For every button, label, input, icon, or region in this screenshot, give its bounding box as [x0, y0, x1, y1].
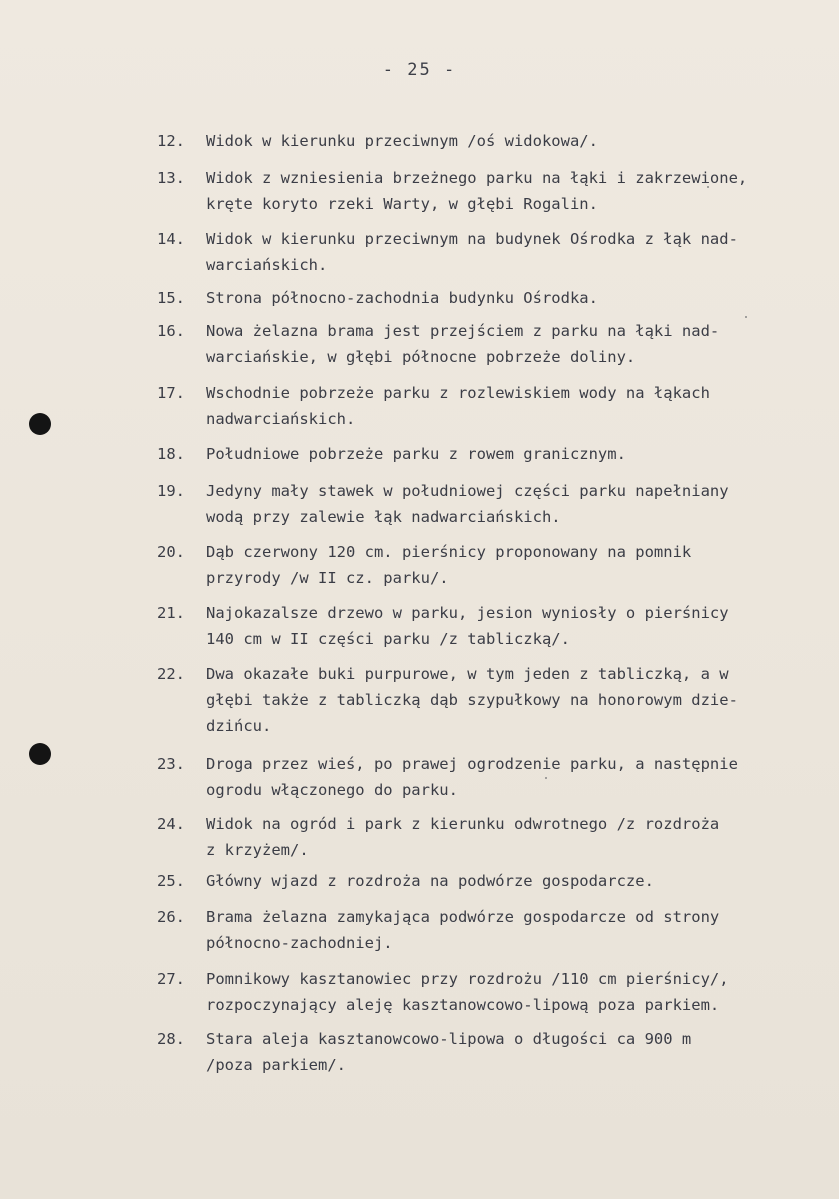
- entry-number: 24.: [157, 815, 185, 833]
- entry-text-line: nadwarciańskich.: [206, 410, 356, 428]
- entry-number: 18.: [157, 445, 185, 463]
- entry-number: 20.: [157, 543, 185, 561]
- entry-text-line: ogrodu włączonego do parku.: [206, 781, 458, 799]
- entry-text-line: Stara aleja kasztanowcowo-lipowa o długości ca 900 m: [206, 1030, 692, 1048]
- entry-text-line: dzińcu.: [206, 717, 272, 735]
- page-number: - 25 -: [382, 60, 457, 80]
- entry-text: [206, 904, 826, 956]
- entry-text-line: kręte koryto rzeki Warty, w głębi Rogalin.: [206, 195, 598, 213]
- entry-text: [206, 751, 826, 803]
- entry-text-line: Pomnikowy kasztanowiec przy rozdrożu /110 cm pierśnicy/,: [206, 970, 729, 988]
- entry-text: [206, 539, 826, 591]
- entry-text-line: Strona północno-zachodnia budynku Ośrodka.: [206, 289, 598, 307]
- entry-text-line: głębi także z tabliczką dąb szypułkowy na honorowym dzie-: [206, 691, 738, 709]
- entry-number: 13.: [157, 169, 185, 187]
- entry-text: [206, 380, 826, 432]
- punch-hole-upper: [29, 413, 51, 435]
- entry-text: [206, 966, 826, 1018]
- entry-number: 26.: [157, 908, 185, 926]
- entry-number: 17.: [157, 384, 185, 402]
- entry-number: 28.: [157, 1030, 185, 1048]
- entry-text: [206, 285, 826, 311]
- entry-text: [206, 661, 826, 739]
- entry-number: 21.: [157, 604, 185, 622]
- entry-text-line: z krzyżem/.: [206, 841, 309, 859]
- entry-text-line: Wschodnie pobrzeże parku z rozlewiskiem wody na łąkach: [206, 384, 710, 402]
- entry-text-line: Widok w kierunku przeciwnym na budynek Ośrodka z łąk nad-: [206, 230, 738, 248]
- entry-number: 19.: [157, 482, 185, 500]
- entry-text-line: warciańskich.: [206, 256, 328, 274]
- entry-text-line: Jedyny mały stawek w południowej części parku napełniany: [206, 482, 729, 500]
- entry-text: [206, 811, 826, 863]
- entry-number: 27.: [157, 970, 185, 988]
- entry-text-line: Dwa okazałe buki purpurowe, w tym jeden z tabliczką, a w: [206, 665, 729, 683]
- entry-text-line: Główny wjazd z rozdroża na podwórze gospodarcze.: [206, 872, 654, 890]
- entry-text-line: wodą przy zalewie łąk nadwarciańskich.: [206, 508, 561, 526]
- entry-number: 25.: [157, 872, 185, 890]
- entry-text-line: /poza parkiem/.: [206, 1056, 346, 1074]
- entry-text-line: Południowe pobrzeże parku z rowem granicznym.: [206, 445, 626, 463]
- entry-text-line: Widok z wzniesienia brzeżnego parku na łąki i zakrzewione,: [206, 169, 748, 187]
- entry-number: 23.: [157, 755, 185, 773]
- entry-text-line: Widok w kierunku przeciwnym /oś widokowa/.: [206, 132, 598, 150]
- entry-text-line: północno-zachodniej.: [206, 934, 393, 952]
- entry-number: 16.: [157, 322, 185, 340]
- entry-text-line: Droga przez wieś, po prawej ogrodzenie parku, a następnie: [206, 755, 738, 773]
- entry-text-line: Nowa żelazna brama jest przejściem z parku na łąki nad-: [206, 322, 720, 340]
- entry-text: [206, 318, 826, 370]
- entry-number: 22.: [157, 665, 185, 683]
- entry-text: [206, 868, 826, 894]
- entry-number: 14.: [157, 230, 185, 248]
- entry-text: [206, 441, 826, 467]
- entry-text-line: Brama żelazna zamykająca podwórze gospodarcze od strony: [206, 908, 720, 926]
- punch-hole-lower: [29, 743, 51, 765]
- entry-number: 12.: [157, 132, 185, 150]
- entry-text-line: przyrody /w II cz. parku/.: [206, 569, 449, 587]
- entry-text-line: Widok na ogród i park z kierunku odwrotnego /z rozdroża: [206, 815, 720, 833]
- entry-text: [206, 226, 826, 278]
- entry-text-line: warciańskie, w głębi północne pobrzeże doliny.: [206, 348, 636, 366]
- entry-text-line: Dąb czerwony 120 cm. pierśnicy proponowany na pomnik: [206, 543, 692, 561]
- entry-text: [206, 600, 826, 652]
- entry-text: [206, 165, 826, 217]
- entry-text-line: 140 cm w II części parku /z tabliczką/.: [206, 630, 570, 648]
- entry-number: 15.: [157, 289, 185, 307]
- entry-text: [206, 1026, 826, 1078]
- entry-text: [206, 128, 826, 154]
- entry-text-line: Najokazalsze drzewo w parku, jesion wyniosły o pierśnicy: [206, 604, 729, 622]
- entry-text: [206, 478, 826, 530]
- entry-text-line: rozpoczynający aleję kasztanowcowo-lipową poza parkiem.: [206, 996, 720, 1014]
